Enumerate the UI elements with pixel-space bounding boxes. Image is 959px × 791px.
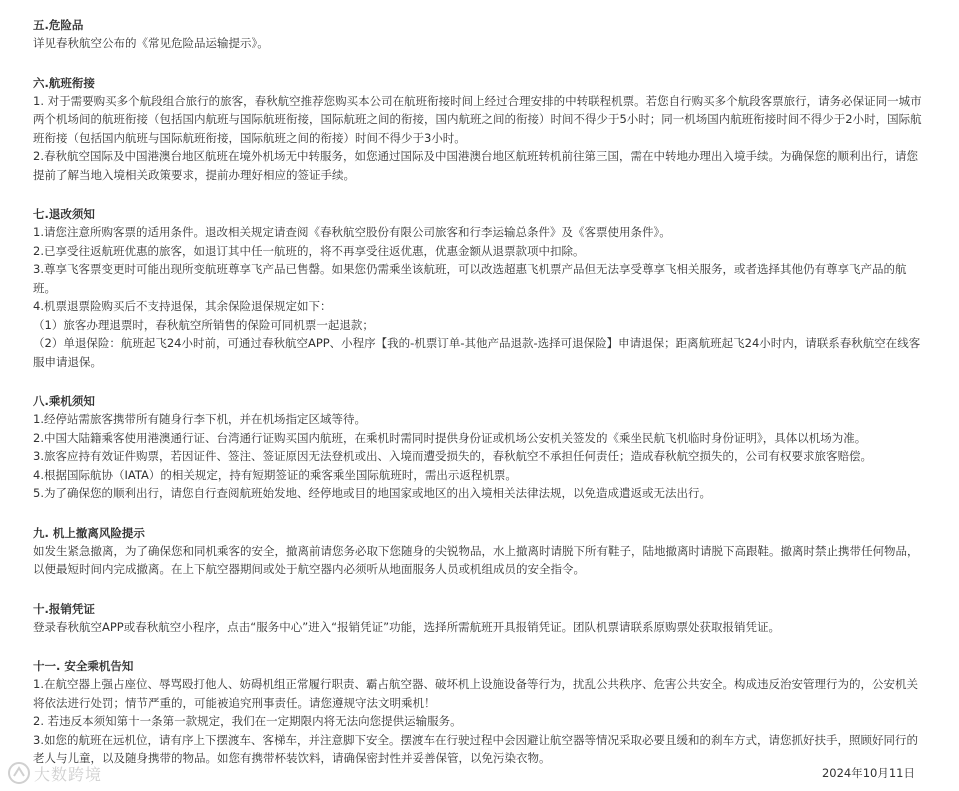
document-section bbox=[33, 392, 923, 503]
section-paragraph: 3.旅客应持有效证件购票，若因证件、签注、签证原因无法登机或出、入境而遭受损失的，春秋航空不承担任何责任；造成春秋航空损失的，公司有权要求旅客赔偿。 bbox=[33, 449, 872, 463]
section-title: 六.航班衔接 bbox=[33, 75, 95, 90]
section-paragraph: 如发生紧急撤离，为了确保您和同机乘客的安全，撤离前请您务必取下您随身的尖锐物品，水上撤离时请脱下所有鞋子，陆地撤离时请脱下高跟鞋。撤离时禁止携带任何物品，以便最短时间内完成撤离。在上下航空器期间或处于航空器内必须听从地面服务人员或机组成员的安全指令。 bbox=[33, 543, 919, 576]
document-section bbox=[33, 205, 923, 371]
watermark-text: 大数跨境 bbox=[34, 764, 103, 784]
watermark bbox=[6, 760, 102, 786]
document-section bbox=[33, 74, 923, 185]
section-title: 五.危险品 bbox=[33, 18, 84, 32]
section-paragraph: 5.为了确保您的顺利出行，请您自行查阅航班始发地、经停地或目的地国家或地区的出入境相关法律法规，以免造成遣返或无法出行。 bbox=[33, 486, 711, 500]
section-title: 七.退改须知 bbox=[33, 207, 95, 221]
section-paragraph: 2.春秋航空国际及中国港澳台地区航班在境外机场无中转服务，如您通过国际及中国港澳台地区航班转机前往第三国，需在中转地办理出入境手续。为确保您的顺利出行，请您提前了解当地入境相关政策要求，提前办理好相应的签证手续。 bbox=[33, 149, 918, 182]
section-paragraph: 1.在航空器上强占座位、辱骂殴打他人、妨碍机组正常履行职责、霸占航空器、破坏机上设施设备等行为，扰乱公共秩序、危害公共安全。构成违反治安管理行为的，公安机关将依法进行处罚；情节严重的，可能被追究刑事责任。请您遵规守法文明乘机！ bbox=[33, 677, 918, 710]
section-title: 十一. 安全乘机告知 bbox=[33, 659, 134, 673]
dashuju-logo-icon bbox=[6, 760, 32, 786]
section-paragraph: 登录春秋航空APP或春秋航空小程序，点击“服务中心”进入“报销凭证”功能，选择所需航班开具报销凭证。团队机票请联系原购票处获取报销凭证。 bbox=[33, 619, 781, 634]
document-section bbox=[33, 524, 923, 579]
section-paragraph: 详见春秋航空公布的《常见危险品运输提示》。 bbox=[33, 36, 269, 50]
section-paragraph: （1）旅客办理退票时，春秋航空所销售的保险可同机票一起退款； bbox=[33, 317, 374, 332]
section-paragraph: 1.经停站需旅客携带所有随身行李下机，并在机场指定区域等待。 bbox=[33, 412, 366, 426]
section-paragraph: 3.尊享飞客票变更时可能出现所变航班尊享飞产品已售罄。如果您仍需乘坐该航班，可以改选超惠飞机票产品但无法享受尊享飞相关服务，或者选择其他仍有尊享飞产品的航班。 bbox=[33, 262, 907, 295]
section-paragraph: 1. 对于需要购买多个航段组合旅行的旅客，春秋航空推荐您购买本公司在航班衔接时间上经过合理安排的中转联程机票。若您自行购买多个航段客票旅行，请务必保证同一城市两个机场间的航班衔接（包括国内航班与国际航班衔接，国际航班之间的衔接，国内航班之间的衔接）时间不得少于5小时；同一机场国内航班衔接时间不得少于2小时，国际航班衔接（包括国内航班与国际航班衔接，国际航班之间的衔接）时间不得少于3小时。 bbox=[33, 93, 922, 145]
section-paragraph: 4.机票退票险购买后不支持退保，其余保险退保规定如下： bbox=[33, 299, 332, 313]
section-paragraph: 2.中国大陆籍乘客使用港澳通行证、台湾通行证购买国内航班，在乘机时需同时提供身份证或机场公安机关签发的《乘坐民航飞机临时身份证明》，具体以机场为准。 bbox=[33, 430, 867, 445]
section-title: 八.乘机须知 bbox=[33, 394, 95, 408]
section-paragraph: 4.根据国际航协（IATA）的相关规定，持有短期签证的乘客乘坐国际航班时，需出示返程机票。 bbox=[33, 467, 517, 482]
document-section bbox=[33, 657, 923, 768]
publish-date: 2024年10月11日 bbox=[821, 766, 915, 780]
document-section bbox=[33, 600, 923, 637]
section-paragraph: （2）单退保险：航班起飞24小时前，可通过春秋航空APP、小程序【我的-机票订单-其他产品退款-选择可退保险】申请退保；距离航班起飞24小时内，请联系春秋航空在线客服申请退保。 bbox=[33, 336, 921, 369]
section-paragraph: 3.如您的航班在远机位，请有序上下摆渡车、客梯车，并注意脚下安全。摆渡车在行驶过程中会因避让航空器等情况采取必要且缓和的刹车方式，请您抓好扶手，照顾好同行的老人与儿童，以及随身携带的物品。如您有携带杯装饮料，请确保密封性并妥善保管，以免污染衣物。 bbox=[33, 732, 918, 765]
section-paragraph: 1.请您注意所购客票的适用条件。退改相关规定请查阅《春秋航空股份有限公司旅客和行李运输总条件》及《客票使用条件》。 bbox=[33, 225, 671, 239]
section-title: 十.报销凭证 bbox=[33, 601, 95, 616]
section-title: 九. 机上撤离风险提示 bbox=[33, 525, 145, 540]
section-paragraph: 2.已享受往返航班优惠的旅客，如退订其中任一航班的，将不再享受往返优惠，优惠金额从退票款项中扣除。 bbox=[33, 243, 585, 258]
section-paragraph: 2. 若违反本须知第十一条第一款规定，我们在一定期限内将无法向您提供运输服务。 bbox=[33, 714, 462, 728]
document-section bbox=[33, 16, 923, 53]
document-body bbox=[33, 16, 923, 789]
